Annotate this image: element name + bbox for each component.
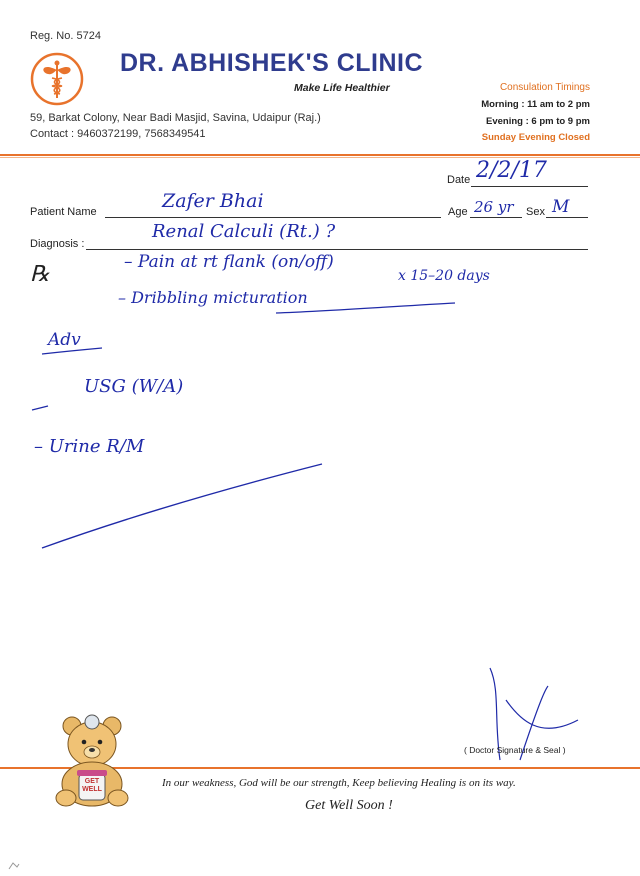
signature-note: ( Doctor Signature & Seal ) bbox=[464, 745, 566, 755]
patient-name-label: Patient Name bbox=[30, 206, 97, 218]
complaint-pain: – Pain at rt flank (on/off) bbox=[124, 252, 334, 272]
clinic-name: DR. ABHISHEK'S CLINIC bbox=[120, 49, 424, 77]
underline-stroke bbox=[276, 303, 455, 313]
sex-value: M bbox=[552, 197, 570, 217]
date-label: Date bbox=[447, 174, 471, 186]
diagnosis-label: Diagnosis : bbox=[30, 238, 85, 250]
diagnosis-value: Renal Calculi (Rt.) ? bbox=[152, 221, 336, 242]
timings-morning: Morning : 11 am to 2 pm bbox=[481, 99, 590, 110]
get-well-text: Get Well Soon ! bbox=[305, 798, 393, 813]
complaint-dribbling: – Dribbling micturation bbox=[118, 288, 308, 307]
adv-underline-stroke bbox=[42, 348, 102, 354]
date-value: 2/2/17 bbox=[476, 158, 547, 183]
footer-quote: In our weakness, God will be our strength, Keep believing Healing is on its way. bbox=[162, 777, 516, 789]
advice-usg: USG (W/A) bbox=[84, 376, 184, 397]
mascot-label: GET WELL bbox=[82, 778, 102, 793]
timings-title: Consulation Timings bbox=[499, 82, 590, 93]
scan-mark bbox=[8, 858, 20, 868]
closing-stroke bbox=[42, 464, 322, 548]
advice-urine: – Urine R/M bbox=[34, 436, 145, 457]
tagline: Make Life Healthier bbox=[294, 82, 390, 94]
sex-label: Sex bbox=[526, 206, 545, 218]
age-label: Age bbox=[448, 206, 468, 218]
rx-symbol: ℞ bbox=[30, 262, 50, 287]
patient-name-value: Zafer Bhai bbox=[162, 190, 264, 212]
reg-number: Reg. No. 5724 bbox=[30, 30, 101, 42]
complaint-duration: x 15–20 days bbox=[398, 268, 490, 284]
clinic-contact: Contact : 9460372199, 7568349541 bbox=[30, 128, 206, 140]
age-value: 26 yr bbox=[474, 198, 514, 216]
timings-evening: Evening : 6 pm to 9 pm bbox=[486, 116, 590, 127]
timings-sunday: Sunday Evening Closed bbox=[481, 132, 590, 143]
teddy-bear-doctor-icon bbox=[48, 712, 136, 808]
dash-stroke bbox=[32, 406, 48, 410]
advice-heading: Adv bbox=[48, 330, 81, 350]
clinic-address: 59, Barkat Colony, Near Badi Masjid, Savina, Udaipur (Raj.) bbox=[30, 112, 321, 124]
